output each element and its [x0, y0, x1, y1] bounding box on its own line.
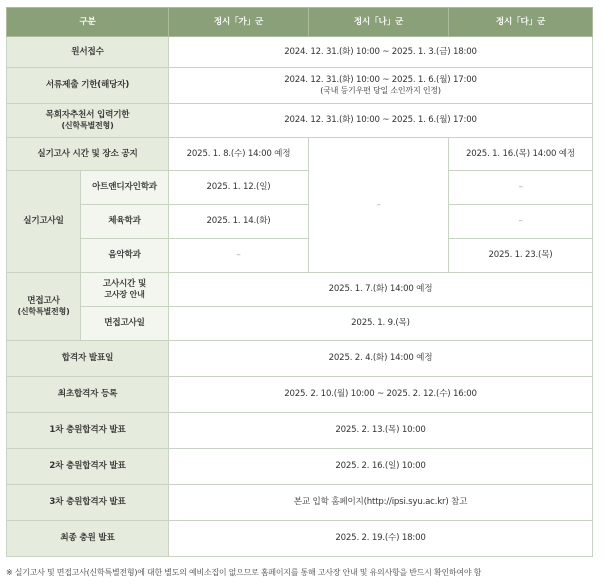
- row-label-extra3: 3차 충원합격자 발표: [7, 485, 169, 521]
- art-exam-ga: 2025. 1. 12.(일): [169, 171, 309, 205]
- row-label-interview-cell: [7, 273, 81, 341]
- table-row: [7, 449, 593, 485]
- documents-note: (국내 등기우편 당일 소인까지 인정): [320, 85, 441, 95]
- row-label-recommendation: 목회자추천서 입력기한: [45, 110, 130, 121]
- table-row: [7, 138, 593, 171]
- table-row: [7, 171, 593, 205]
- row-label-register: 최초합격자 등록: [7, 377, 169, 413]
- music-exam-ga: –: [169, 239, 309, 273]
- practical-notice-ga: 2025. 1. 8.(수) 14:00 예정: [169, 138, 309, 171]
- interview-date-label: 면접고사일: [81, 307, 169, 341]
- header-row: [7, 8, 593, 37]
- row-label-interview: 면접고사: [27, 296, 60, 307]
- header-da: 정시「다」군: [449, 8, 593, 37]
- pe-exam-da: –: [449, 205, 593, 239]
- application-period: 2024. 12. 31.(화) 10:00 ~ 2025. 1. 3.(금) 18:00: [169, 37, 593, 68]
- row-label-practical-notice: 실기고사 시간 및 장소 공지: [7, 138, 169, 171]
- table-row: [7, 239, 593, 273]
- interview-date-value: 2025. 1. 9.(목): [169, 307, 593, 341]
- recommendation-deadline: 2024. 12. 31.(화) 10:00 ~ 2025. 1. 6.(월) 17:00: [169, 104, 593, 138]
- dept-art-design: 아트앤디자인학과: [81, 171, 169, 205]
- footnote: ※ 실기고사 및 면접고사(신학특별전형)에 대한 별도의 예비소집이 없으므로 홈페이지를 통해 고사장 안내 및 유의사항을 반드시 확인하여야 함: [6, 568, 482, 577]
- row-label-practical-exam: 실기고사일: [7, 171, 81, 273]
- schedule-table: [6, 7, 593, 557]
- table-row: [7, 205, 593, 239]
- table-row: [7, 307, 593, 341]
- interview-guide-label: 고사시간 및: [102, 279, 147, 290]
- practical-na-merged: –: [309, 138, 449, 273]
- row-label-recommendation-note: (신학특별전형): [61, 120, 114, 130]
- header-ga: 정시「가」군: [169, 8, 309, 37]
- documents-period-cell: [169, 68, 593, 104]
- row-label-extra2: 2차 충원합격자 발표: [7, 449, 169, 485]
- dept-music: 음악학과: [81, 239, 169, 273]
- final-value: 2025. 2. 19.(수) 18:00: [169, 521, 593, 557]
- header-category: 구분: [7, 8, 169, 37]
- row-label-final: 최종 충원 발표: [7, 521, 169, 557]
- header-na: 정시「나」군: [309, 8, 449, 37]
- extra1-value: 2025. 2. 13.(목) 10:00: [169, 413, 593, 449]
- music-exam-da: 2025. 1. 23.(목): [449, 239, 593, 273]
- extra2-value: 2025. 2. 16.(일) 10:00: [169, 449, 593, 485]
- row-label-recommendation-cell: [7, 104, 169, 138]
- register-value: 2025. 2. 10.(월) 10:00 ~ 2025. 2. 12.(수) 16:00: [169, 377, 593, 413]
- table-row: [7, 273, 593, 307]
- table-row: [7, 37, 593, 68]
- table-row: [7, 104, 593, 138]
- row-label-interview-note: (신학특별전형): [17, 306, 70, 316]
- interview-guide-label-cell: [81, 273, 169, 307]
- interview-guide-label-2: 고사장 안내: [104, 289, 145, 299]
- table-row: [7, 377, 593, 413]
- row-label-announce: 합격자 발표일: [7, 341, 169, 377]
- documents-period: 2024. 12. 31.(화) 10:00 ~ 2025. 1. 6.(월) 17:00: [284, 75, 477, 86]
- pe-exam-ga: 2025. 1. 14.(화): [169, 205, 309, 239]
- table-row: [7, 413, 593, 449]
- row-label-application: 원서접수: [7, 37, 169, 68]
- extra3-value: 본교 입학 홈페이지(http://ipsi.syu.ac.kr) 참고: [169, 485, 593, 521]
- row-label-extra1: 1차 충원합격자 발표: [7, 413, 169, 449]
- table-row: [7, 341, 593, 377]
- table-row: [7, 485, 593, 521]
- announce-value: 2025. 2. 4.(화) 14:00 예정: [169, 341, 593, 377]
- row-label-documents: 서류제출 기한(해당자): [7, 68, 169, 104]
- table-row: [7, 521, 593, 557]
- art-exam-da: –: [449, 171, 593, 205]
- practical-notice-da: 2025. 1. 16.(목) 14:00 예정: [449, 138, 593, 171]
- table-row: [7, 68, 593, 104]
- interview-guide-value: 2025. 1. 7.(화) 14:00 예정: [169, 273, 593, 307]
- dept-physical-ed: 체육학과: [81, 205, 169, 239]
